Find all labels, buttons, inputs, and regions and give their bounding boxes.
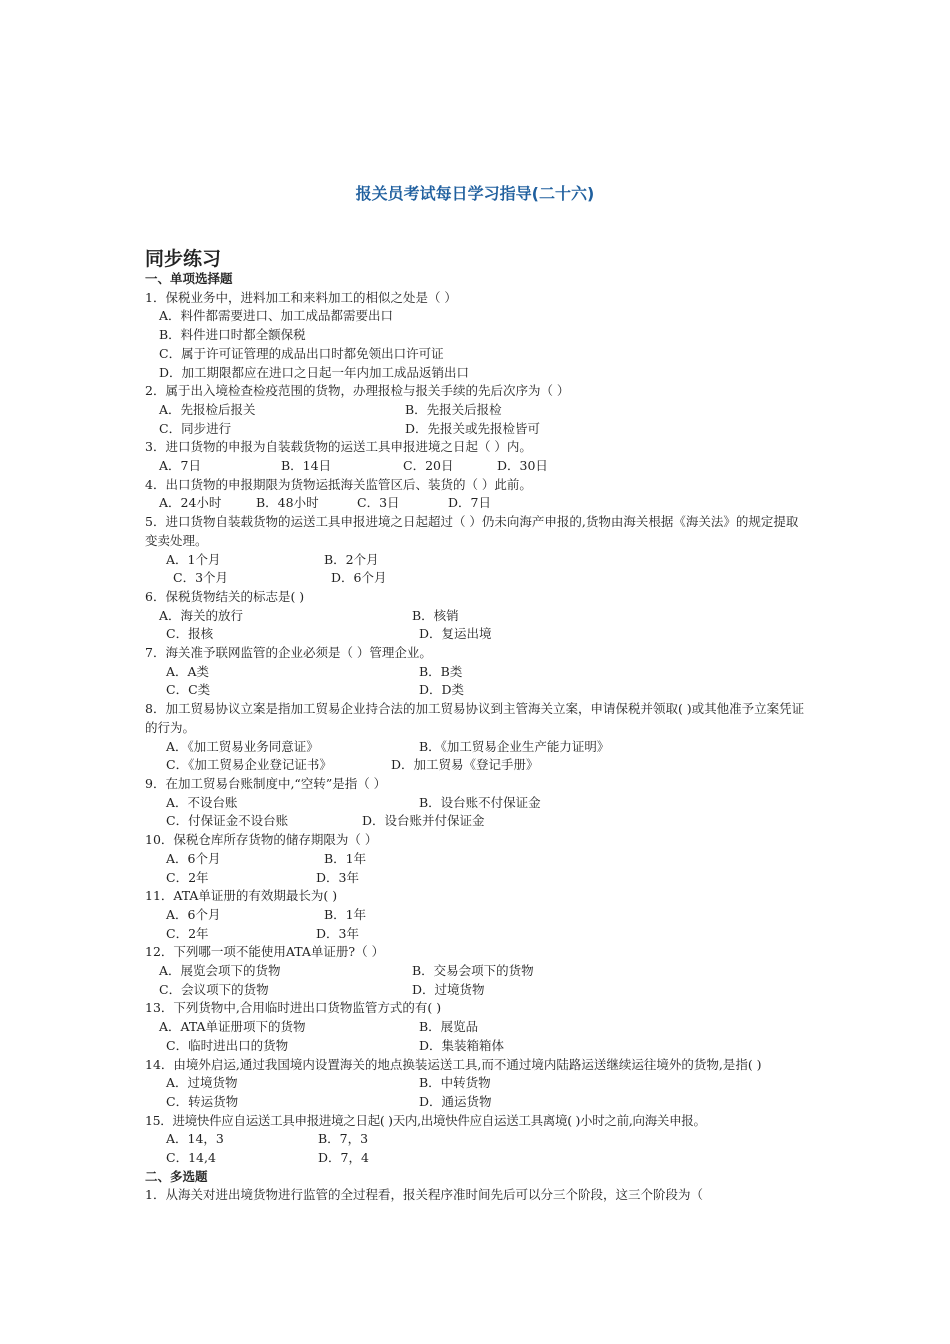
q12-row-2 bbox=[145, 981, 810, 1000]
section-heading: 同步练习 bbox=[145, 248, 222, 270]
q11-row-2 bbox=[145, 925, 810, 944]
question-8: 8．加工贸易协议立案是指加工贸易企业持合法的加工贸易协议到主管海关立案，申请保税并领取( )或其他准予立案凭证的行为。 bbox=[145, 701, 805, 735]
q10-row-1 bbox=[145, 850, 810, 869]
q15-option-d: D．7，4 bbox=[318, 1150, 369, 1166]
q1-option-d: D．加工期限都应在进口之日起一年内加工成品返销出口 bbox=[159, 364, 470, 380]
q1-option-b: B．料件进口时都全额保税 bbox=[159, 327, 306, 343]
q11-row-1 bbox=[145, 906, 810, 925]
q12-option-c: C．会议项下的货物 bbox=[159, 981, 269, 997]
question-10: 10．保税仓库所存货物的储存期限为（ ） bbox=[145, 832, 378, 848]
question-15: 15．进境快件应自运送工具申报进境之日起( )天内,出境快件应自运送工具离境( )小时之前,向海关申报。 bbox=[145, 1112, 706, 1128]
q12-option-a: A．展览会项下的货物 bbox=[159, 963, 281, 979]
q14-option-c: C．转运货物 bbox=[166, 1093, 239, 1109]
q11-option-a: A．6个月 bbox=[166, 906, 221, 922]
q15-option-b: B．7，3 bbox=[318, 1131, 369, 1147]
q15-option-c: C．14,4 bbox=[166, 1150, 216, 1166]
question-14: 14．由境外启运,通过我国境内设置海关的地点换装运送工具,而不通过境内陆路运送继续运往境外的货物,是指( ) bbox=[145, 1056, 762, 1072]
exercise-content bbox=[145, 270, 810, 1205]
q15-row-1 bbox=[145, 1130, 810, 1149]
q5-option-a: A．1个月 bbox=[166, 551, 221, 567]
q2-option-c: C．同步进行 bbox=[159, 420, 232, 436]
q3-option-b: B．14日 bbox=[281, 458, 332, 474]
q10-option-d: D．3年 bbox=[316, 869, 359, 885]
q9-option-c: C．付保证金不设台账 bbox=[166, 813, 289, 829]
q7-option-b: B．B类 bbox=[419, 663, 463, 679]
q2-option-d: D．先报关或先报检皆可 bbox=[405, 420, 541, 436]
q6-option-d: D．复运出境 bbox=[419, 626, 492, 642]
q5-option-b: B．2个月 bbox=[324, 551, 379, 567]
q7-row-1 bbox=[145, 663, 810, 682]
q14-row-2 bbox=[145, 1093, 810, 1112]
question-2: 2．属于出入境检查检疫范围的货物，办理报检与报关手续的先后次序为（ ） bbox=[145, 383, 570, 399]
q7-option-a: A．A类 bbox=[166, 663, 210, 679]
q13-option-d: D．集装箱箱体 bbox=[419, 1037, 505, 1053]
q8-option-c: C．《加工贸易企业登记证书》 bbox=[166, 757, 332, 773]
question-11: 11．ATA单证册的有效期最长为( ) bbox=[145, 888, 338, 904]
q14-option-b: B．中转货物 bbox=[419, 1075, 491, 1091]
q1-option-a: A．料件都需要进口、加工成品都需要出口 bbox=[159, 308, 394, 324]
q5-option-d: D．6个月 bbox=[331, 570, 387, 586]
question-1: 1．保税业务中，进料加工和来料加工的相似之处是（ ） bbox=[145, 289, 457, 305]
q2-row-1 bbox=[145, 401, 810, 420]
q12-row-1 bbox=[145, 962, 810, 981]
q3-option-a: A．7日 bbox=[159, 458, 201, 474]
question-5: 5．进口货物自装载货物的运送工具申报进境之日起超过（ ）仍未向海产申报的,货物由海关根据《海关法》的规定提取变卖处理。 bbox=[145, 514, 799, 548]
q6-option-c: C．报核 bbox=[166, 626, 214, 642]
q13-option-a: A．ATA单证册项下的货物 bbox=[159, 1019, 306, 1035]
q8-row-1 bbox=[145, 738, 810, 757]
q4-option-a: A．24小时 bbox=[159, 495, 222, 511]
q8-option-a: A．《加工贸易业务同意证》 bbox=[166, 738, 319, 754]
question-13: 13．下列货物中,合用临时进出口货物监管方式的有( ) bbox=[145, 1000, 442, 1016]
q2-option-a: A．先报检后报关 bbox=[159, 401, 256, 417]
question-7: 7．海关准予联网监管的企业必须是（ ）管理企业。 bbox=[145, 645, 432, 661]
q4-option-b: B．48小时 bbox=[256, 495, 319, 511]
q3-options bbox=[145, 457, 810, 476]
q6-option-b: B．核销 bbox=[412, 607, 459, 623]
page-title: 报关员考试每日学习指导(二十六) bbox=[355, 184, 595, 203]
q11-option-c: C．2年 bbox=[166, 925, 209, 941]
q7-row-2 bbox=[145, 681, 810, 700]
q7-option-d: D．D类 bbox=[419, 682, 465, 698]
q2-row-2 bbox=[145, 420, 810, 439]
q14-row-1 bbox=[145, 1074, 810, 1093]
q9-option-a: A．不设台账 bbox=[166, 794, 238, 810]
q9-row-1 bbox=[145, 794, 810, 813]
single-choice-heading: 一、单项选择题 bbox=[145, 271, 233, 286]
q9-option-d: D．设台账并付保证金 bbox=[362, 813, 485, 829]
q10-option-a: A．6个月 bbox=[166, 850, 221, 866]
q3-option-d: D．30日 bbox=[497, 458, 548, 474]
q11-option-b: B．1年 bbox=[324, 906, 367, 922]
q4-option-d: D．7日 bbox=[448, 495, 491, 511]
q15-row-2 bbox=[145, 1149, 810, 1168]
q5-option-c: C．3个月 bbox=[173, 570, 229, 586]
question-9: 9．在加工贸易台账制度中,“空转”是指（ ） bbox=[145, 775, 387, 791]
q3-option-c: C．20日 bbox=[403, 458, 454, 474]
q6-option-a: A．海关的放行 bbox=[159, 607, 244, 623]
q15-option-a: A．14，3 bbox=[166, 1131, 224, 1147]
question-4: 4．出口货物的申报期限为货物运抵海关监管区后、装货的（ ）此前。 bbox=[145, 476, 532, 492]
q14-option-a: A．过境货物 bbox=[166, 1075, 238, 1091]
question-12: 12．下列哪一项不能使用ATA单证册?（ ） bbox=[145, 944, 385, 960]
q4-option-c: C．3日 bbox=[357, 495, 400, 511]
q8-row-2 bbox=[145, 756, 810, 775]
q13-row-2 bbox=[145, 1037, 810, 1056]
q8-option-d: D．加工贸易《登记手册》 bbox=[391, 757, 539, 773]
q5-row-1 bbox=[145, 551, 810, 570]
q13-row-1 bbox=[145, 1018, 810, 1037]
q8-option-b: B．《加工贸易企业生产能力证明》 bbox=[419, 738, 610, 754]
q1-option-c: C．属于许可证管理的成品出口时都免领出口许可证 bbox=[159, 345, 444, 361]
q13-option-b: B．展览品 bbox=[419, 1019, 479, 1035]
multi-question-1: 1．从海关对进出境货物进行监管的全过程看，报关程序准时间先后可以分三个阶段，这三个阶段为（ bbox=[145, 1187, 703, 1203]
q10-option-b: B．1年 bbox=[324, 850, 367, 866]
q6-row-2 bbox=[145, 625, 810, 644]
q10-row-2 bbox=[145, 869, 810, 888]
q9-row-2 bbox=[145, 812, 810, 831]
q2-option-b: B．先报关后报检 bbox=[405, 401, 502, 417]
q14-option-d: D．通运货物 bbox=[419, 1093, 492, 1109]
multi-choice-heading: 二、多选题 bbox=[145, 1168, 208, 1184]
q7-option-c: C．C类 bbox=[166, 682, 211, 698]
q4-options bbox=[145, 494, 810, 513]
q5-row-2 bbox=[145, 569, 810, 588]
q12-option-b: B．交易会项下的货物 bbox=[412, 963, 534, 979]
q12-option-d: D．过境货物 bbox=[412, 981, 485, 997]
question-6: 6．保税货物结关的标志是( ) bbox=[145, 588, 305, 604]
q10-option-c: C．2年 bbox=[166, 869, 209, 885]
q6-row-1 bbox=[145, 607, 810, 626]
q11-option-d: D．3年 bbox=[316, 925, 359, 941]
question-3: 3．进口货物的申报为自装载货物的运送工具申报进境之日起（ ）内。 bbox=[145, 439, 532, 455]
q9-option-b: B．设台账不付保证金 bbox=[419, 794, 541, 810]
q13-option-c: C．临时进出口的货物 bbox=[166, 1037, 289, 1053]
